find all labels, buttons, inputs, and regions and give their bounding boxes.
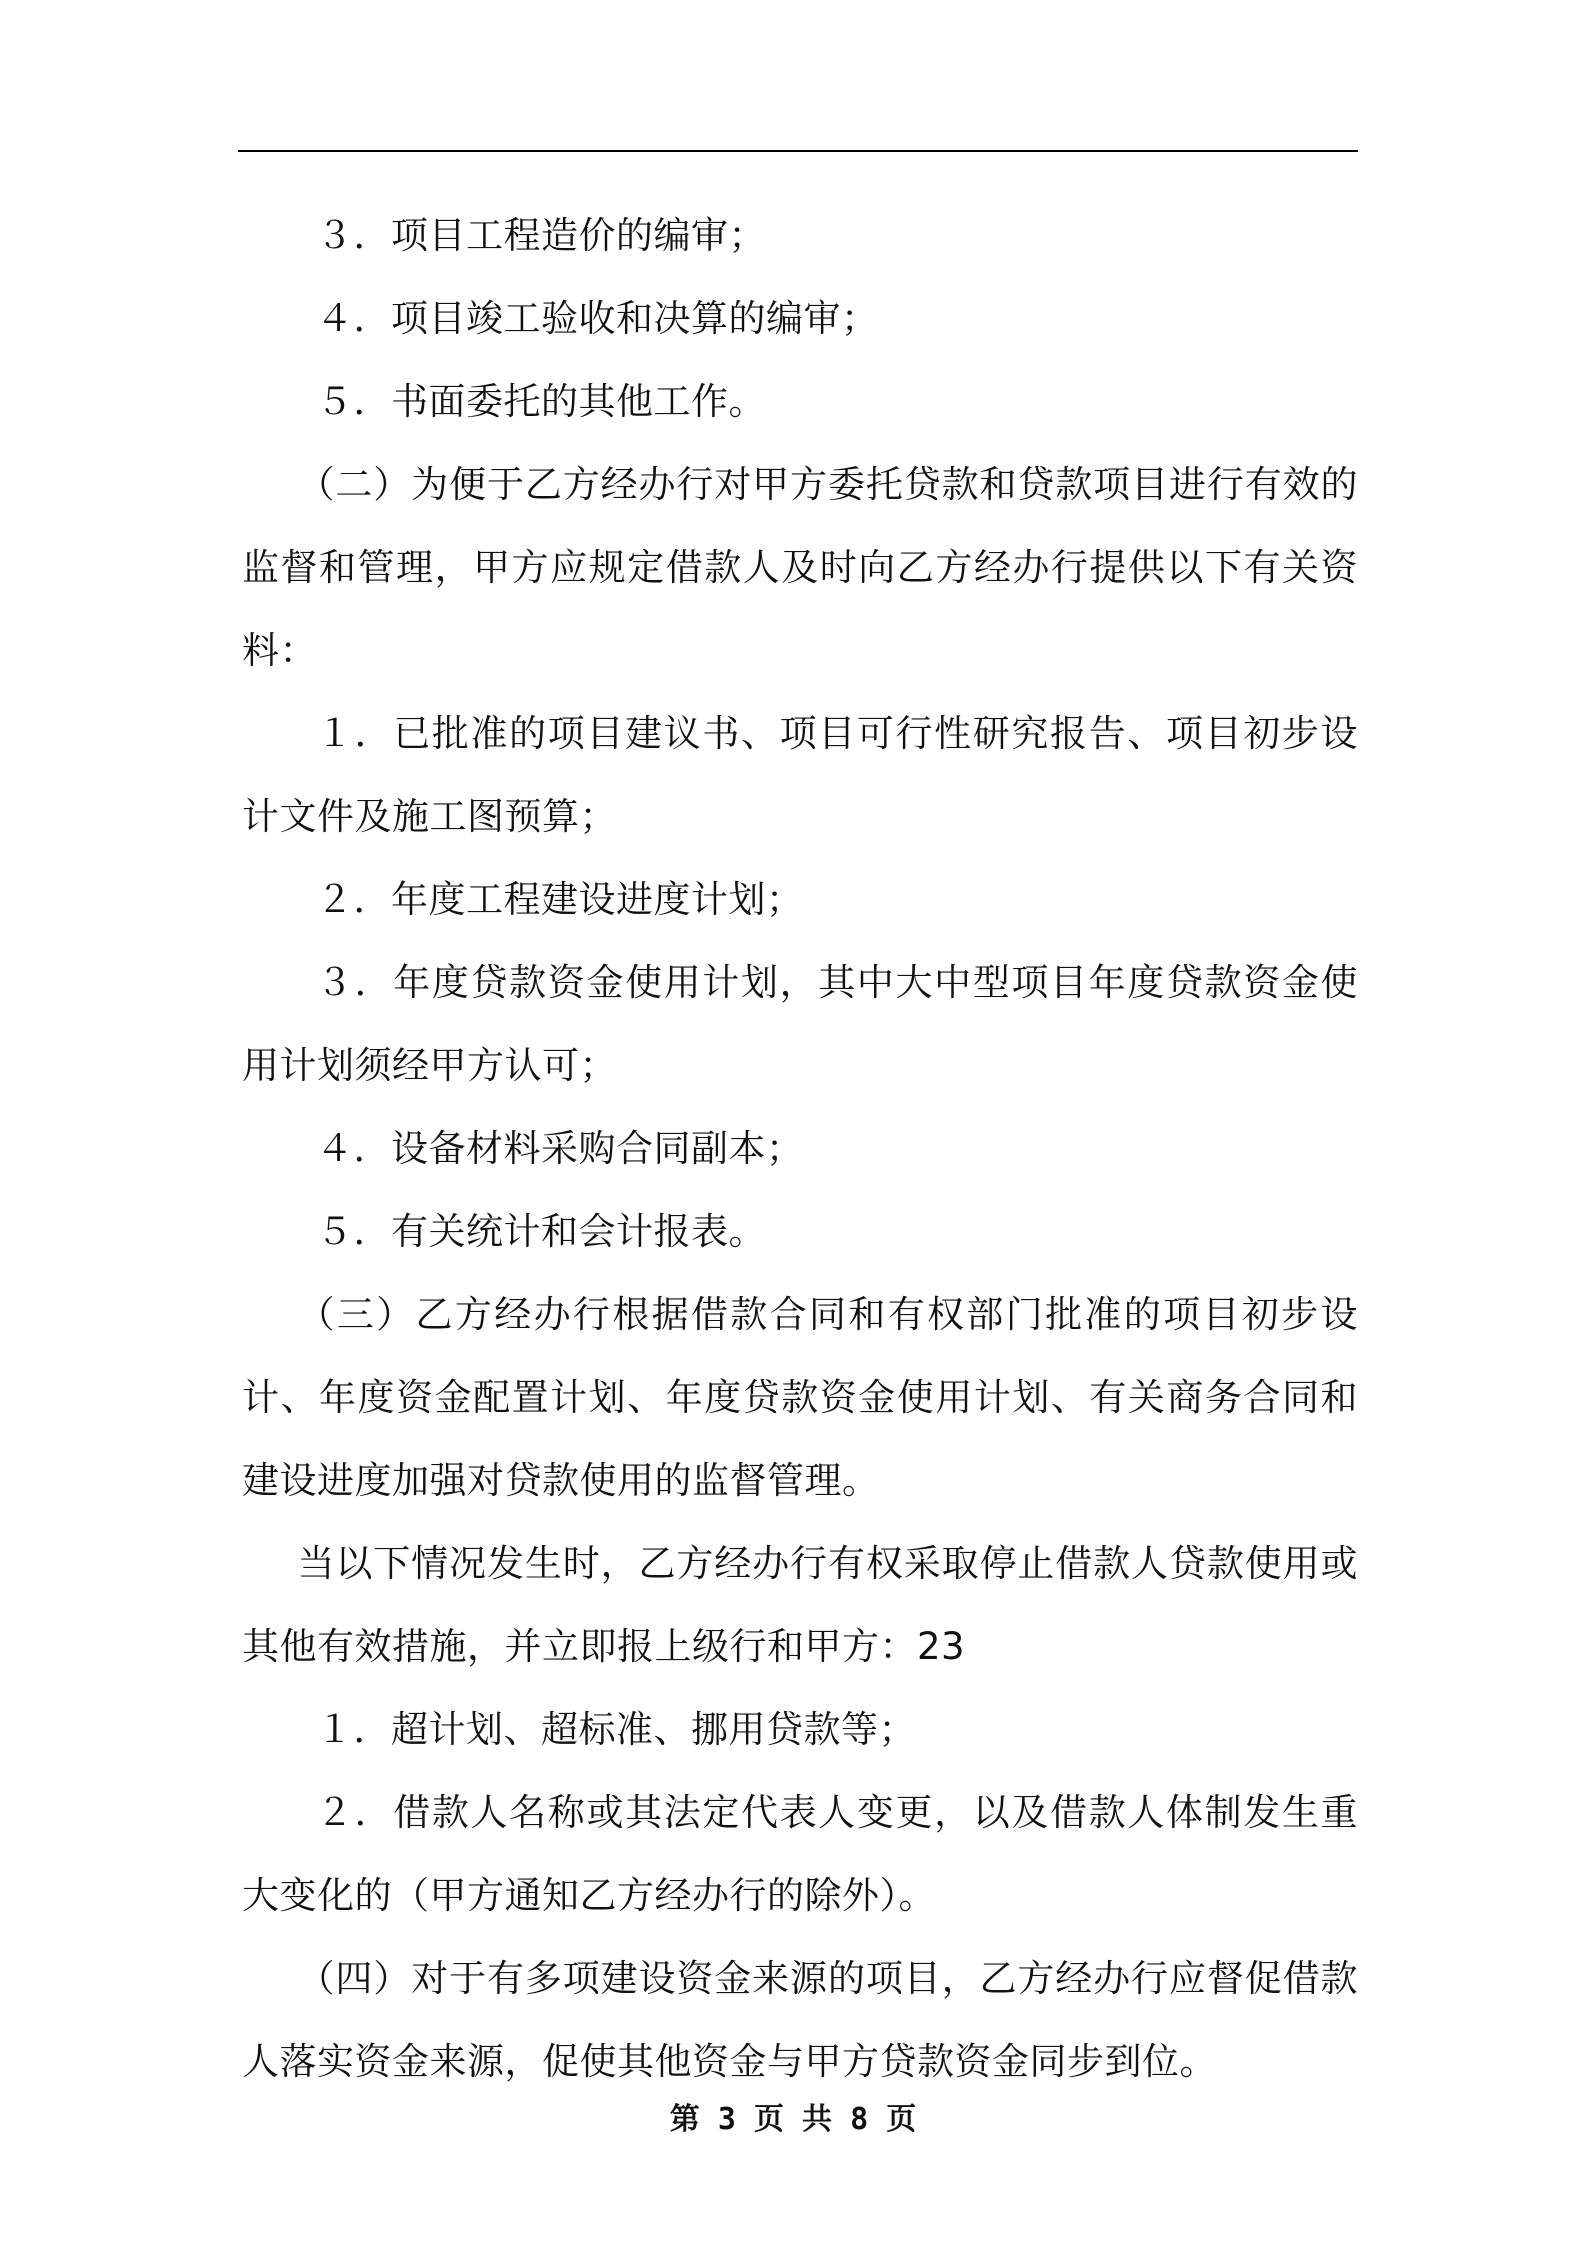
paragraph: ４．设备材料采购合同副本； <box>316 1127 804 1170</box>
paragraph: ３．年度贷款资金使用计划，其中大中型项目年度贷款资金使用计划须经甲方认可； <box>242 961 1358 1087</box>
page-number-footer: 第 3 页 共 8 页 <box>669 2102 917 2137</box>
paragraph: （四）对于有多项建设资金来源的项目，乙方经办行应督促借款人落实资金来源，促使其他资金与甲方贷款资金同步到位。 <box>242 1957 1358 2083</box>
paragraph: ２．借款人名称或其法定代表人变更，以及借款人体制发生重大变化的（甲方通知乙方经办行的除外）。 <box>242 1791 1358 1917</box>
paragraph: （三）乙方经办行根据借款合同和有权部门批准的项目初步设计、年度资金配置计划、年度贷款资金使用计划、有关商务合同和建设进度加强对贷款使用的监督管理。 <box>242 1293 1358 1502</box>
header-rule <box>238 150 1358 152</box>
paragraph: ２．年度工程建设进度计划； <box>316 878 804 921</box>
paragraph: 当以下情况发生时，乙方经办行有权采取停止借款人贷款使用或其他有效措施，并立即报上级行和甲方：23 <box>242 1542 1358 1668</box>
paragraph: ４．项目竣工验收和决算的编审； <box>316 297 879 340</box>
paragraph: １．已批准的项目建议书、项目可行性研究报告、项目初步设计文件及施工图预算； <box>242 712 1358 838</box>
document-body <box>242 194 1358 2103</box>
paragraph: １．超计划、超标准、挪用贷款等； <box>316 1708 916 1751</box>
paragraph: ５．有关统计和会计报表。 <box>316 1210 766 1253</box>
paragraph: ３．项目工程造价的编审； <box>316 214 766 257</box>
paragraph: ５．书面委托的其他工作。 <box>316 380 766 423</box>
paragraph: （二）为便于乙方经办行对甲方委托贷款和贷款项目进行有效的监督和管理，甲方应规定借款人及时向乙方经办行提供以下有关资料： <box>242 463 1358 672</box>
